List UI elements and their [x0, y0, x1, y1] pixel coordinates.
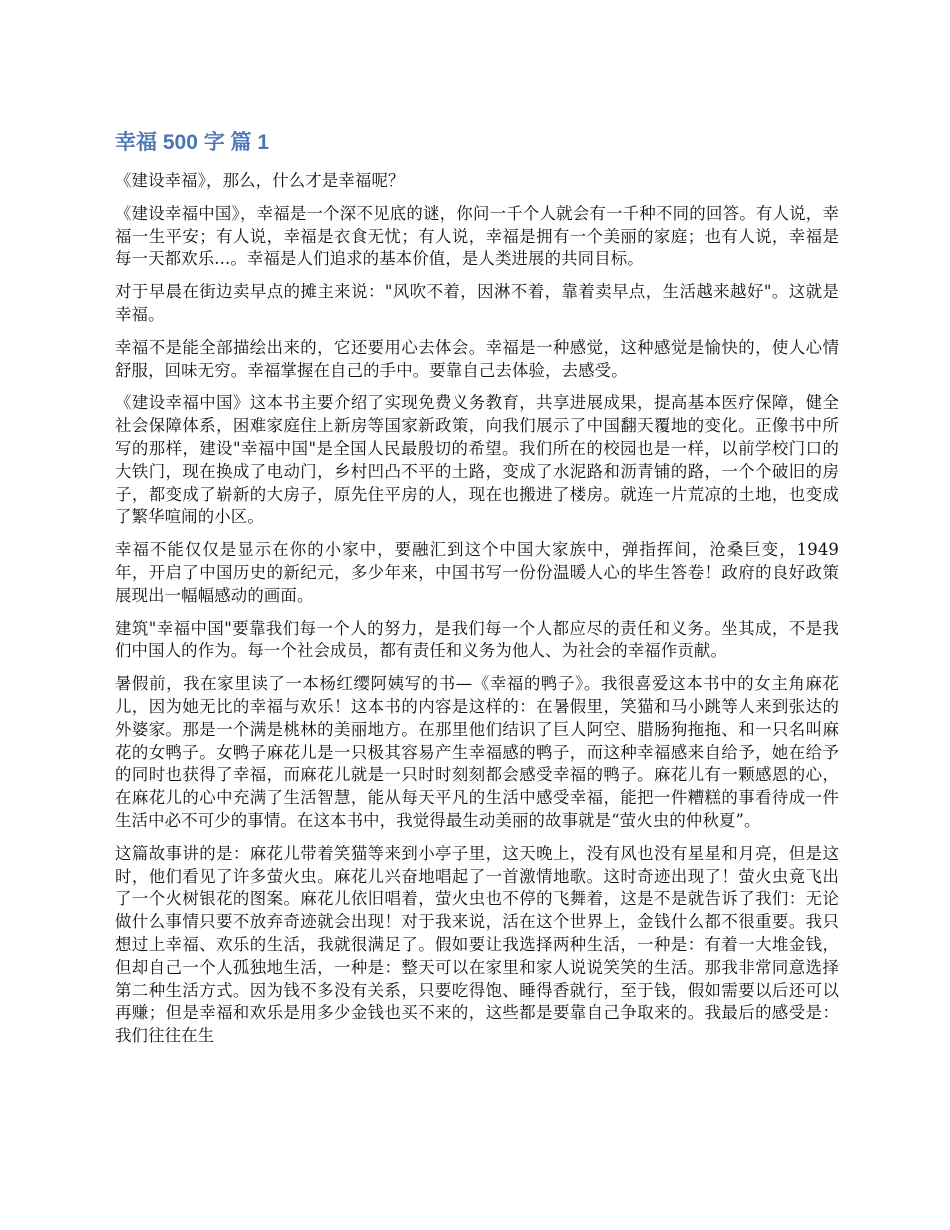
- paragraph-8: 暑假前，我在家里读了一本杨红缨阿姨写的书—《幸福的鸭子》。我很喜爱这本书中的女主角麻花儿，因为她无比的幸福与欢乐！这本书的内容是这样的：在暑假里，笑猫和马小跳等人来到张达的外婆家。那是一个满是桃林的美丽地方。在那里他们结识了巨人阿空、腊肠狗拖拖、和一只名叫麻花的女鸭子。女鸭子麻花儿是一只极其容易产生幸福感的鸭子，而这种幸福感来自给予，她在给予的同时也获得了幸福，而麻花儿就是一只时时刻刻都会感受幸福的鸭子。麻花儿有一颗感恩的心，在麻花儿的心中充满了生活智慧，能从每天平凡的生活中感受幸福，能把一件糟糕的事看待成一件生活中必不可少的事情。在这本书中，我觉得最生动美丽的故事就是“萤火虫的仲秋夏”。: [115, 674, 839, 830]
- paragraph-3: 对于早晨在街边卖早点的摊主来说："风吹不着，因淋不着，靠着卖早点，生活越来越好"。这就是幸福。: [115, 282, 839, 324]
- paragraph-1: 《建设幸福》，那么，什么才是幸福呢？: [115, 171, 405, 190]
- document-title: 幸福 500 字 篇 1: [115, 131, 270, 154]
- paragraph-4: 幸福不是能全部描绘出来的，它还要用心去体会。幸福是一种感觉，这种感觉是愉快的，使人心情舒服，回味无穷。幸福掌握在自己的手中。要靠自己去体验，去感受。: [115, 337, 839, 380]
- paragraph-9: 这篇故事讲的是：麻花儿带着笑猫等来到小亭子里，这天晚上，没有风也没有星星和月亮，但是这时，他们看见了许多萤火虫。麻花儿兴奋地唱起了一首激情地歌。这时奇迹出现了！萤火虫竟飞出了一个火树银花的图案。麻花儿依旧唱着，萤火虫也不停的飞舞着，这是不是就告诉了我们：无论做什么事情只要不放弃奇迹就会出现！对于我来说，活在这个世界上，金钱什么都不很重要。我只想过上幸福、欢乐的生活，我就很满足了。假如要让我选择两种生活，一种是：有着一大堆金钱，但却自己一个人孤独地生活，一种是：整天可以在家里和家人说说笑笑的生活。那我非常同意选择第二种生活方式。因为钱不多没有关系，只要吃得饱、睡得香就行，至于钱，假如需要以后还可以再赚；但是幸福和欢乐是用多少金钱也买不来的，这些都是要靠自己争取来的。我最后的感受是：我们往往在生: [115, 843, 839, 1046]
- paragraph-7: 建筑"幸福中国"要靠我们每一个人的努力，是我们每一个人都应尽的责任和义务。坐其成，不是我们中国人的作为。每一个社会成员，都有责任和义务为他人、为社会的幸福作贡献。: [115, 618, 839, 661]
- document-page: [115, 127, 839, 1058]
- paragraph-2: 《建设幸福中国》，幸福是一个深不见底的谜，你问一千个人就会有一千种不同的回答。有人说，幸福一生平安；有人说，幸福是衣食无忧；有人说，幸福是拥有一个美丽的家庭；也有人说，幸福是每一天都欢乐...。幸福是人们追求的基本价值，是人类进展的共同目标。: [115, 203, 839, 269]
- paragraph-5: 《建设幸福中国》这本书主要介绍了实现免费义务教育，共享进展成果，提高基本医疗保障，健全社会保障体系，困难家庭住上新房等国家新政策，向我们展示了中国翻天覆地的变化。正像书中所写的那样，建设"幸福中国"是全国人民最殷切的希望。我们所在的校园也是一样，以前学校门口的大铁门，现在换成了电动门，乡村凹凸不平的土路，变成了水泥路和沥青铺的路，一个个破旧的房子，都变成了崭新的大房子，原先住平房的人，现在也搬进了楼房。就连一片荒凉的土地，也变成了繁华喧闹的小区。: [115, 393, 839, 527]
- paragraph-6: 幸福不能仅仅是显示在你的小家中，要融汇到这个中国大家族中，弹指挥间，沧桑巨变，1949 年，开启了中国历史的新纪元，多少年来，中国书写一份份温暖人心的毕生答卷！政府的良好政策展现出一幅幅感动的画面。: [115, 540, 839, 605]
